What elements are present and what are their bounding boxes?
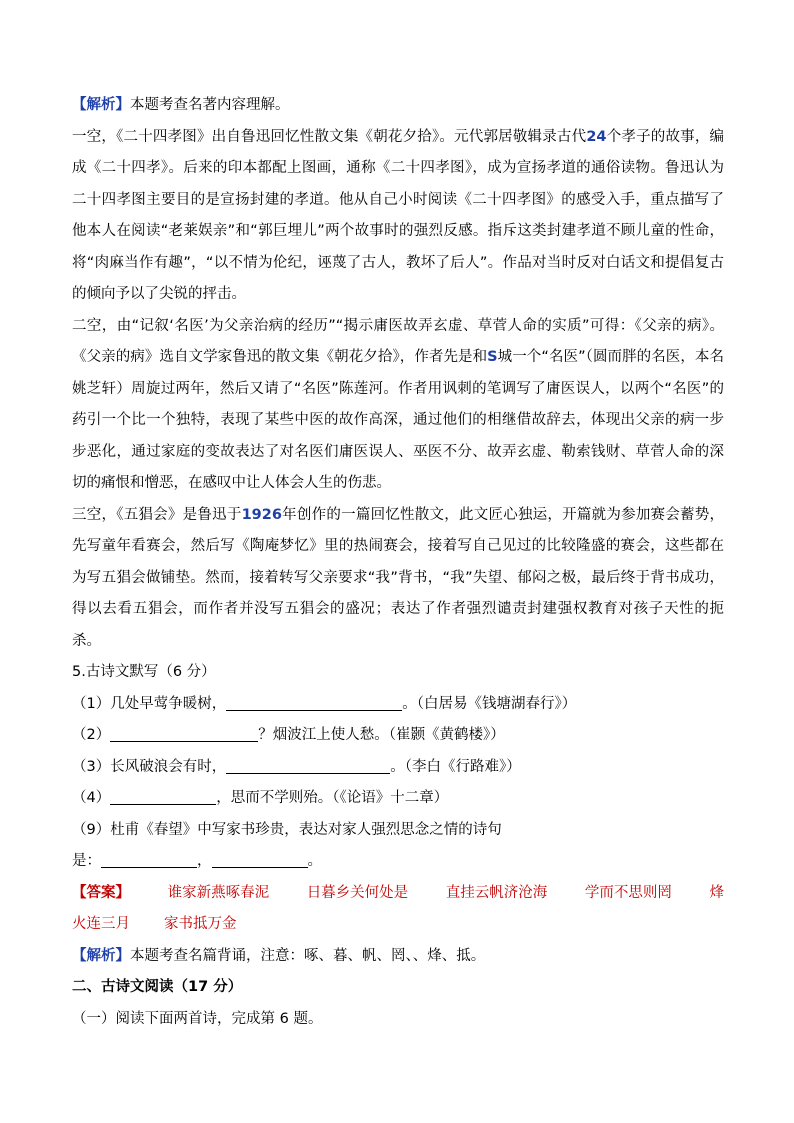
item-post: 。 <box>307 853 322 869</box>
section-subheading: （一）阅读下面两首诗，完成第 6 题。 <box>72 1010 323 1027</box>
answer-blank[interactable] <box>212 849 308 868</box>
text-span: 个孝子的故事，编成《二十四孝》。后来的印本都配上图画，通称《二十四孝图》，成为宣扬孝道的通俗读物。鲁迅认为二十四孝图主要目的是宣扬封建的孝道。他从自己小时阅读《二十四孝图》的感受入手，重点描写了他本人在阅读“老莱娱亲”和“郭巨埋儿”两个故事时的强烈反感。指斥这类封建孝道不顾儿童的性命，将“肉麻当作有趣”，“以不情为伦纪，诬蔑了古人，教坏了后人”。作品对当时反对白话文和提倡复古的倾向予以了尖锐的抨击。 <box>72 128 725 302</box>
item-pre: （2） <box>72 727 111 743</box>
answer-item: 日暮乡关何处是 <box>306 884 409 901</box>
item-post: ，思而不学则殆。（《论语》十二章） <box>216 790 449 806</box>
answer-blank[interactable] <box>110 786 216 805</box>
item-post: ？烟波江上使人愁。（崔颢《黄鹤楼》） <box>258 727 505 743</box>
analysis-paragraph-2 <box>72 941 724 973</box>
text-span: 三空，《五猖会》是鲁迅于 <box>72 506 242 523</box>
text-span: 一空，《二十四孝图》出自鲁迅回忆性散文集《朝花夕拾》。元代郭居敬辑录古代 <box>72 128 587 145</box>
answer-item: 学而不思则罔 <box>584 884 672 901</box>
number-highlight: 1926 <box>241 506 282 523</box>
paragraph-first-blank <box>72 122 724 311</box>
question-item-5-line1: （9）杜甫《春望》中写家书珍贵，表达对家人强烈思念之情的诗句 <box>72 821 502 838</box>
question-item-3 <box>72 752 724 784</box>
paragraph-third-blank <box>72 500 724 658</box>
analysis-paragraph <box>72 90 724 122</box>
paragraph-second-blank <box>72 311 724 500</box>
analysis-tag: 【解析】 <box>72 947 130 964</box>
text-span: 二空，由“记叙‘名医’为父亲治病的经历”“揭示庸医故弄玄虚、草菅人命的实质”可得：《父亲的病》。《父亲的病》选自文学家鲁迅的散文集《朝花夕拾》，作者先是和 <box>72 317 724 365</box>
answer-item: 火连三月 <box>72 916 130 932</box>
item-post: 。（李白《行路难》） <box>390 758 521 775</box>
analysis-tag: 【解析】 <box>72 97 130 113</box>
answer-blank[interactable] <box>226 755 390 774</box>
answer-row-2 <box>72 909 724 941</box>
item-pre: （1）几处早莺争暖树， <box>72 695 227 712</box>
analysis-text: 本题考查名篇背诵，注意：啄、暮、帆、罔、、烽、抵。 <box>130 947 486 964</box>
analysis-text: 本题考查名著内容理解。 <box>130 97 290 113</box>
answer-tag: 【答案】 <box>72 884 130 901</box>
answer-blank[interactable] <box>110 723 258 742</box>
answer-blank[interactable] <box>101 849 197 868</box>
answer-item: 谁家新燕啄春泥 <box>167 884 270 901</box>
question-item-5-line2 <box>72 846 724 878</box>
item-post: 。（白居易《钱塘湖春行》） <box>402 695 577 712</box>
question-item-4 <box>72 783 724 815</box>
question-item-1 <box>72 689 724 721</box>
number-highlight: S <box>487 349 498 365</box>
item-pre: 是： <box>72 853 101 869</box>
item-pre: （3）长风破浪会有时， <box>72 758 227 775</box>
answer-row <box>72 878 724 910</box>
answer-item: 家书抵万金 <box>164 916 237 932</box>
question-item-2 <box>72 720 724 752</box>
answer-blank[interactable] <box>226 692 402 711</box>
item-sep: ， <box>197 853 212 869</box>
number-highlight: 24 <box>586 128 607 145</box>
document-page <box>72 90 724 1035</box>
question-5-title: 5.古诗文默写（6 分） <box>72 664 216 680</box>
text-span: 年创作的一篇回忆性散文，此文匠心独运，开篇就为参加赛会蓄势，先写童年看赛会，然后写《陶庵梦忆》里的热闹赛会，接着写自己见过的比较隆盛的赛会，这些都在为写五猖会做铺垫。然而，接着转写父亲要求“我”背书，“我”失望、郁闷之极，最后终于背书成功，得以去看五猖会，而作者并没写五猖会的盛况；表达了作者强烈谴责封建强权教育对孩子天性的扼杀。 <box>72 506 724 649</box>
item-pre: （4） <box>72 790 111 806</box>
answer-item: 直挂云帆济沧海 <box>445 884 548 901</box>
text-span: 城一个“名医”（圆而胖的名医，本名姚芝轩）周旋过两年，然后又请了“名医”陈莲河。作者用讽刺的笔调写了庸医误人，以两个“名医”的药引一个比一个独特，表现了某些中医的故作高深，通过他们的相继借故辞去，体现出父亲的病一步步恶化，通过家庭的变故表达了对名医们庸医误人、巫医不分、故弄玄虚、勒索钱财、草菅人命的深切的痛恨和憎恶，在感叹中让人体会人生的伤悲。 <box>72 349 724 491</box>
answer-item: 烽 <box>709 884 724 901</box>
section-heading: 二、古诗文阅读（17 分） <box>72 979 243 995</box>
